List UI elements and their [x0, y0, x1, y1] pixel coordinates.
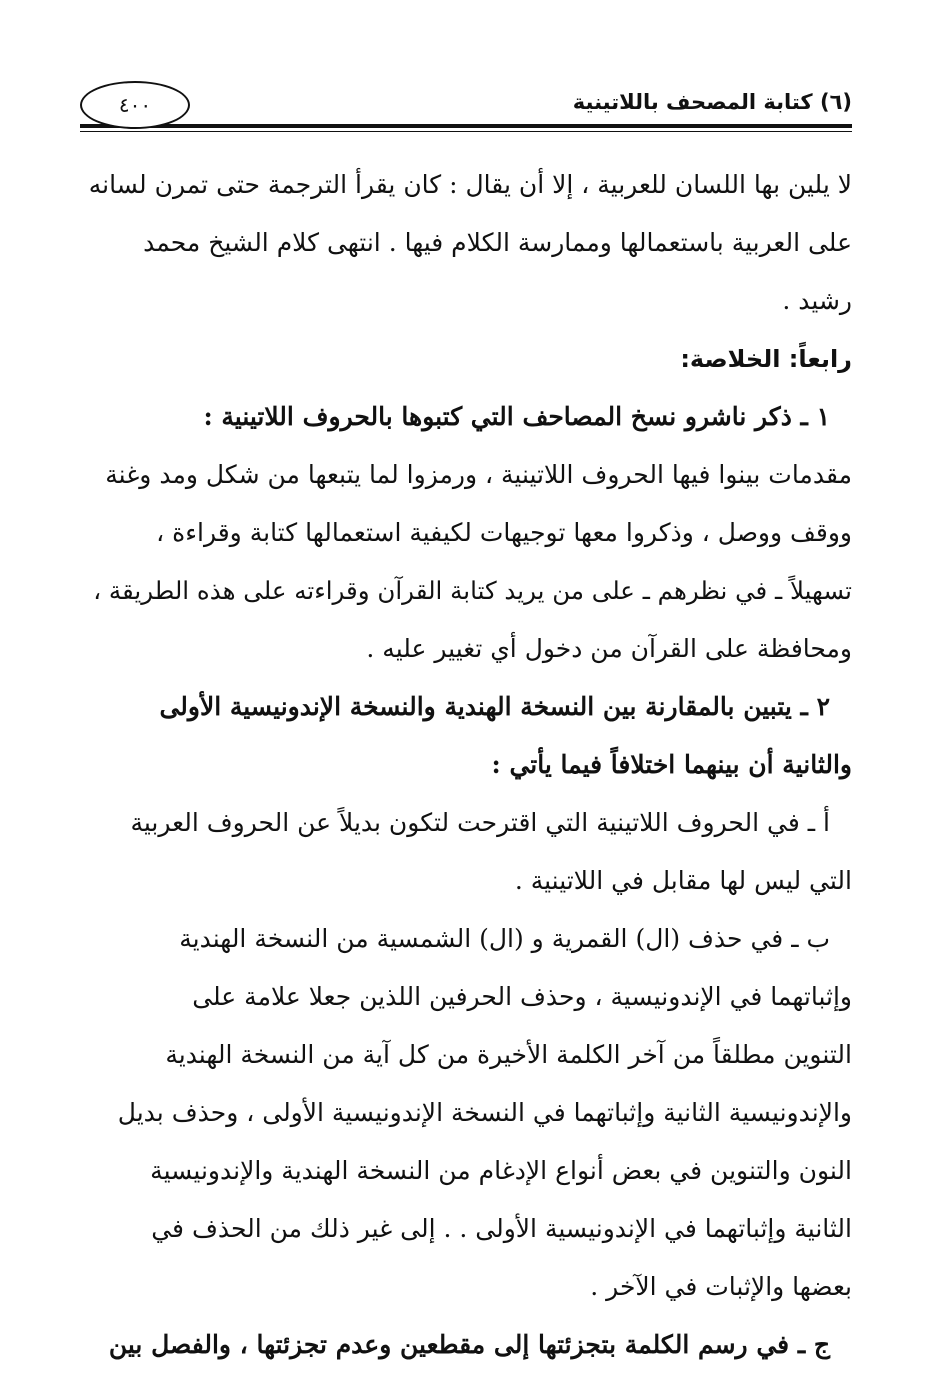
section-heading: رابعاً: الخلاصة:: [680, 345, 852, 373]
text-line: التنوين مطلقاً من آخر الكلمة الأخيرة من كل آية من النسخة الهندية: [165, 1040, 852, 1069]
page-number: ٤٠٠: [118, 93, 152, 117]
text-line: رشيد .: [782, 286, 852, 315]
sub-point-line: أ ـ في الحروف اللاتينية التي اقترحت لتكون بديلاً عن الحروف العربية: [130, 808, 830, 837]
summary-point-heading: ١ ـ ذكر ناشرو نسخ المصاحف التي كتبوها بالحروف اللاتينية :: [203, 402, 830, 431]
text-line: وإثباتهما في الإندونيسية ، وحذف الحرفين اللذين جعلا علامة على: [192, 982, 852, 1011]
sub-point-line: ب ـ في حذف (ال) القمرية و (ال) الشمسية من النسخة الهندية: [179, 924, 830, 953]
summary-point-heading: ٢ ـ يتبين بالمقارنة بين النسخة الهندية والنسخة الإندونيسية الأولى: [159, 692, 830, 721]
summary-point-heading-cont: والثانية أن بينهما اختلافاً فيما يأتي :: [491, 750, 852, 779]
text-line: لا يلين بها اللسان للعربية ، إلا أن يقال : كان يقرأ الترجمة حتى تمرن لسانه: [88, 170, 852, 199]
text-line: ومحافظة على القرآن من دخول أي تغيير عليه .: [366, 634, 852, 663]
text-line: الثانية وإثباتهما في الإندونيسية الأولى . . إلى غير ذلك من الحذف في: [151, 1214, 852, 1243]
header-rule-thick: [80, 124, 852, 128]
page-header: [80, 78, 852, 134]
text-line: مقدمات بينوا فيها الحروف اللاتينية ، ورمزوا لما يتبعها من شكل ومد وغنة: [105, 460, 852, 489]
text-line: النون والتنوين في بعض أنواع الإدغام من النسخة الهندية والإندونيسية: [150, 1156, 852, 1185]
text-line: والإندونيسية الثانية وإثباتهما في النسخة الإندونيسية الأولى ، وحذف بديل: [117, 1098, 852, 1127]
text-line: التي ليس لها مقابل في اللاتينية .: [514, 866, 852, 895]
text-line: تسهيلاً ـ في نظرهم ـ على من يريد كتابة القرآن وقراءته على هذه الطريقة ،: [93, 576, 852, 605]
running-title: (٦) كتابة المصحف باللاتينية: [572, 90, 852, 114]
sub-point-line: ج ـ في رسم الكلمة بتجزئتها إلى مقطعين وعدم تجزئتها ، والفصل بين: [108, 1330, 830, 1359]
text-line: ووقف ووصل ، وذكروا معها توجيهات لكيفية استعمالها كتابة وقراءة ،: [156, 518, 852, 547]
page-body: [80, 156, 852, 1374]
page-number-oval: [80, 81, 190, 129]
header-rule-thin: [80, 131, 852, 132]
text-line: بعضها والإثبات في الآخر .: [590, 1272, 852, 1301]
text-line: على العربية باستعمالها وممارسة الكلام فيها . انتهى كلام الشيخ محمد: [143, 228, 852, 257]
